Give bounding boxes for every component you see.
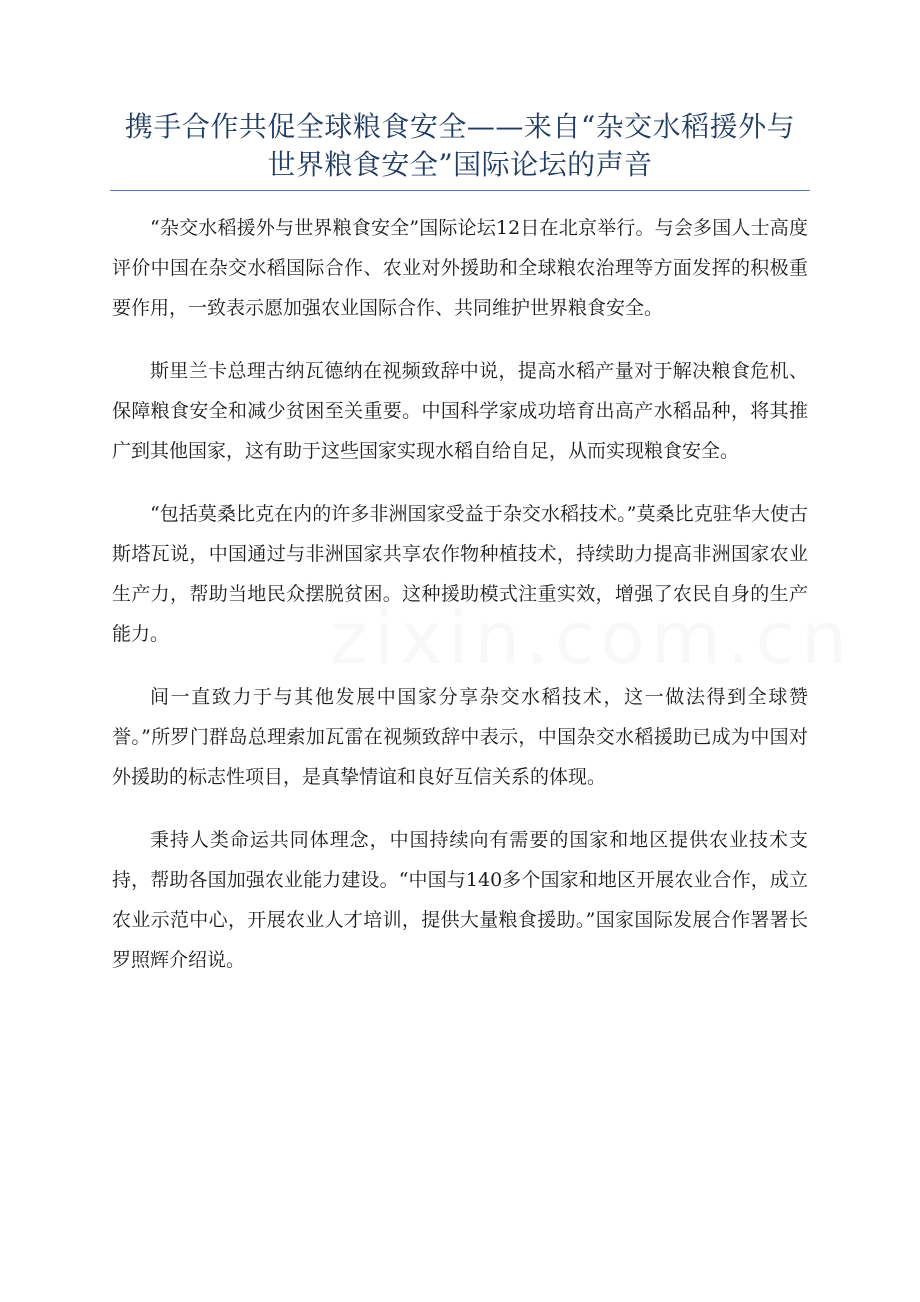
title-underline (110, 190, 810, 191)
paragraph-4: 间一直致力于与其他发展中国家分享杂交水稻技术，这一做法得到全球赞誉。”所罗门群岛总理索加瓦雷在视频致辞中表示，中国杂交水稻援助已成为中国对外援助的标志性项目，是真挚情谊和良好互信关系的体现。 (112, 686, 808, 788)
title-block (110, 108, 810, 184)
paragraph-3: “包括莫桑比克在内的许多非洲国家受益于杂交水稻技术。”莫桑比克驻华大使古斯塔瓦说，中国通过与非洲国家共享农作物种植技术，持续助力提高非洲国家农业生产力，帮助当地民众摆脱贫困。这种援助模式注重实效，增强了农民自身的生产能力。 (112, 503, 808, 645)
document-title (110, 108, 810, 184)
paragraph-5: 秉持人类命运共同体理念，中国持续向有需要的国家和地区提供农业技术支持，帮助各国加强农业能力建设。“中国与140多个国家和地区开展农业合作，成立农业示范中心，开展农业人才培训，提供大量粮食援助。”国家国际发展合作署署长罗照辉介绍说。 (112, 829, 808, 971)
paragraph-1: “杂交水稻援外与世界粮食安全”国际论坛12日在北京举行。与会多国人士高度评价中国在杂交水稻国际合作、农业对外援助和全球粮农治理等方面发挥的积极重要作用，一致表示愿加强农业国际合作、共同维护世界粮食安全。 (112, 217, 808, 319)
document-body (112, 208, 808, 1003)
title-line-1: 携手合作共促全球粮食安全——来自“杂交水稻援外与 (124, 110, 796, 143)
watermark: zixin.com.cn (330, 596, 853, 680)
title-line-2: 世界粮食安全”国际论坛的声音 (267, 148, 653, 181)
paragraph-2: 斯里兰卡总理古纳瓦德纳在视频致辞中说，提高水稻产量对于解决粮食危机、保障粮食安全和减少贫困至关重要。中国科学家成功培育出高产水稻品种，将其推广到其他国家，这有助于这些国家实现水稻自给自足，从而实现粮食安全。 (112, 360, 808, 462)
